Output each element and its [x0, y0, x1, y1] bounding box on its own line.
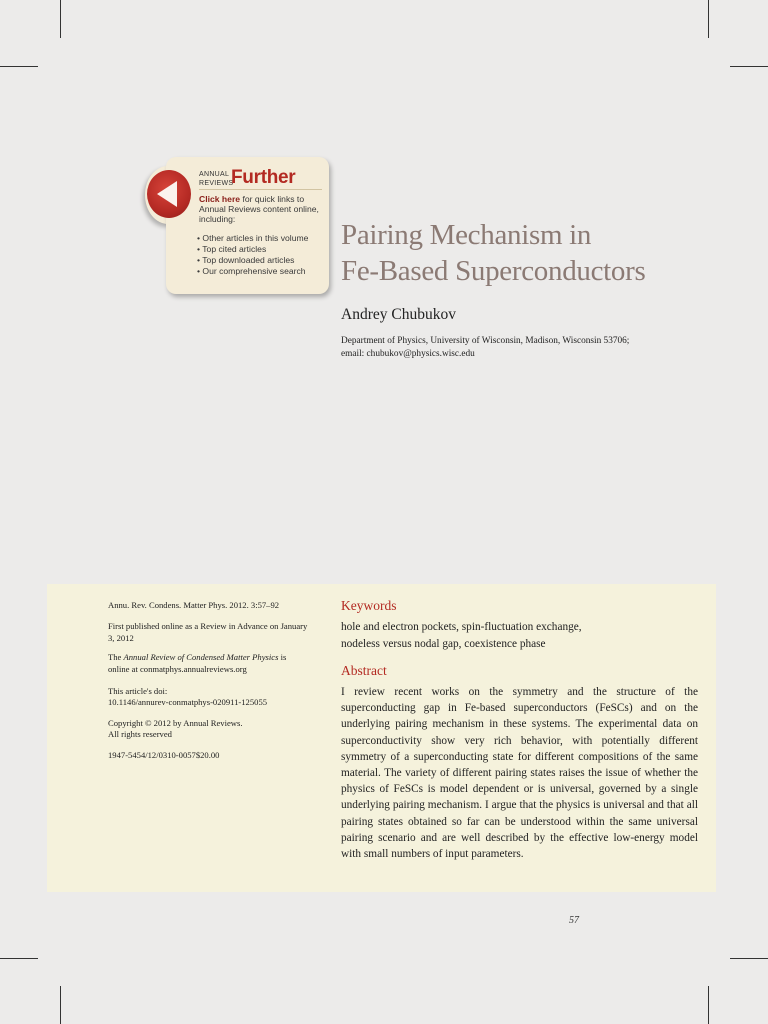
author-name: Andrey Chubukov	[341, 306, 456, 323]
author-email: email: chubukov@physics.wisc.edu	[341, 349, 475, 359]
further-box[interactable]	[166, 157, 329, 294]
keywords-heading: Keywords	[341, 598, 397, 613]
crop-mark	[708, 986, 709, 1024]
keywords-line2: nodeless versus nodal gap, coexistence phase	[341, 638, 546, 650]
keywords-line1: hole and electron pockets, spin-fluctuation exchange,	[341, 621, 582, 633]
further-divider	[199, 189, 322, 190]
journal-name: Annual Review of Condensed Matter Physics	[123, 652, 279, 662]
further-link-top-downloaded[interactable]: • Top downloaded articles	[197, 255, 295, 265]
click-here-link[interactable]: Click here	[199, 194, 241, 204]
first-published: First published online as a Review in Advance on January 3, 2012	[108, 621, 308, 643]
crop-mark	[730, 66, 768, 67]
crop-mark	[0, 958, 38, 959]
article-title-line2: Fe-Based Superconductors	[341, 255, 646, 287]
citation: Annu. Rev. Condens. Matter Phys. 2012. 3:57–92	[108, 600, 280, 610]
issn: 1947-5454/12/0310-0057$20.00	[108, 750, 220, 760]
further-link-top-cited[interactable]: • Top cited articles	[197, 244, 267, 254]
journal-pre: The	[108, 652, 124, 662]
crop-mark	[0, 66, 38, 67]
keywords-list	[341, 619, 716, 653]
crop-mark	[708, 0, 709, 38]
author-affiliation	[341, 335, 721, 361]
doi-value[interactable]: 10.1146/annurev-conmatphys-020911-125055	[108, 697, 268, 707]
abstract-text: I review recent works on the symmetry and the structure of the superconducting gap in Fe-based superconductors (FeSCs) and on the underlying pairing mechanism in these systems. The experimental data on superconductivity show very rich behavior, with potentially different symmetry of a superconducting state for different compositions of the same material. The variety of different pairing states raises the issue of whether the physics of FeSCs is model dependent or is universal, governed by a single underlying pairing mechanism. I argue that the physics is universal and that all pairing states obtained so far can be understood within the same universal pairing scenario and are well described by the effective low-energy model with small numbers of input parameters.	[341, 686, 698, 861]
further-logo-text: Further	[231, 167, 296, 188]
annual-label: ANNUAL	[199, 171, 230, 178]
affiliation-line: Department of Physics, University of Wisconsin, Madison, Wisconsin 53706;	[341, 336, 630, 346]
crop-mark	[60, 0, 61, 38]
article-title	[341, 217, 721, 289]
doi-label: This article's doi:	[108, 686, 168, 696]
further-intro	[199, 194, 325, 224]
abstract-heading: Abstract	[341, 663, 387, 678]
further-links-list	[197, 233, 308, 277]
journal-post: is online at conmatphys.annualreviews.org	[108, 652, 287, 674]
crop-mark	[730, 958, 768, 959]
rights: All rights reserved	[108, 729, 172, 739]
reviews-label: REVIEWS	[199, 180, 234, 187]
back-arrow-icon[interactable]	[147, 170, 191, 218]
article-title-line1: Pairing Mechanism in	[341, 219, 592, 251]
page-number: 57	[569, 915, 579, 926]
crop-mark	[60, 986, 61, 1024]
further-link-search[interactable]: • Our comprehensive search	[197, 266, 306, 276]
further-intro-text: for quick links to Annual Reviews content online, including:	[199, 194, 319, 224]
further-link-other-articles[interactable]: • Other articles in this volume	[197, 233, 309, 243]
journal-online	[108, 652, 308, 675]
copyright: Copyright © 2012 by Annual Reviews.	[108, 718, 243, 728]
